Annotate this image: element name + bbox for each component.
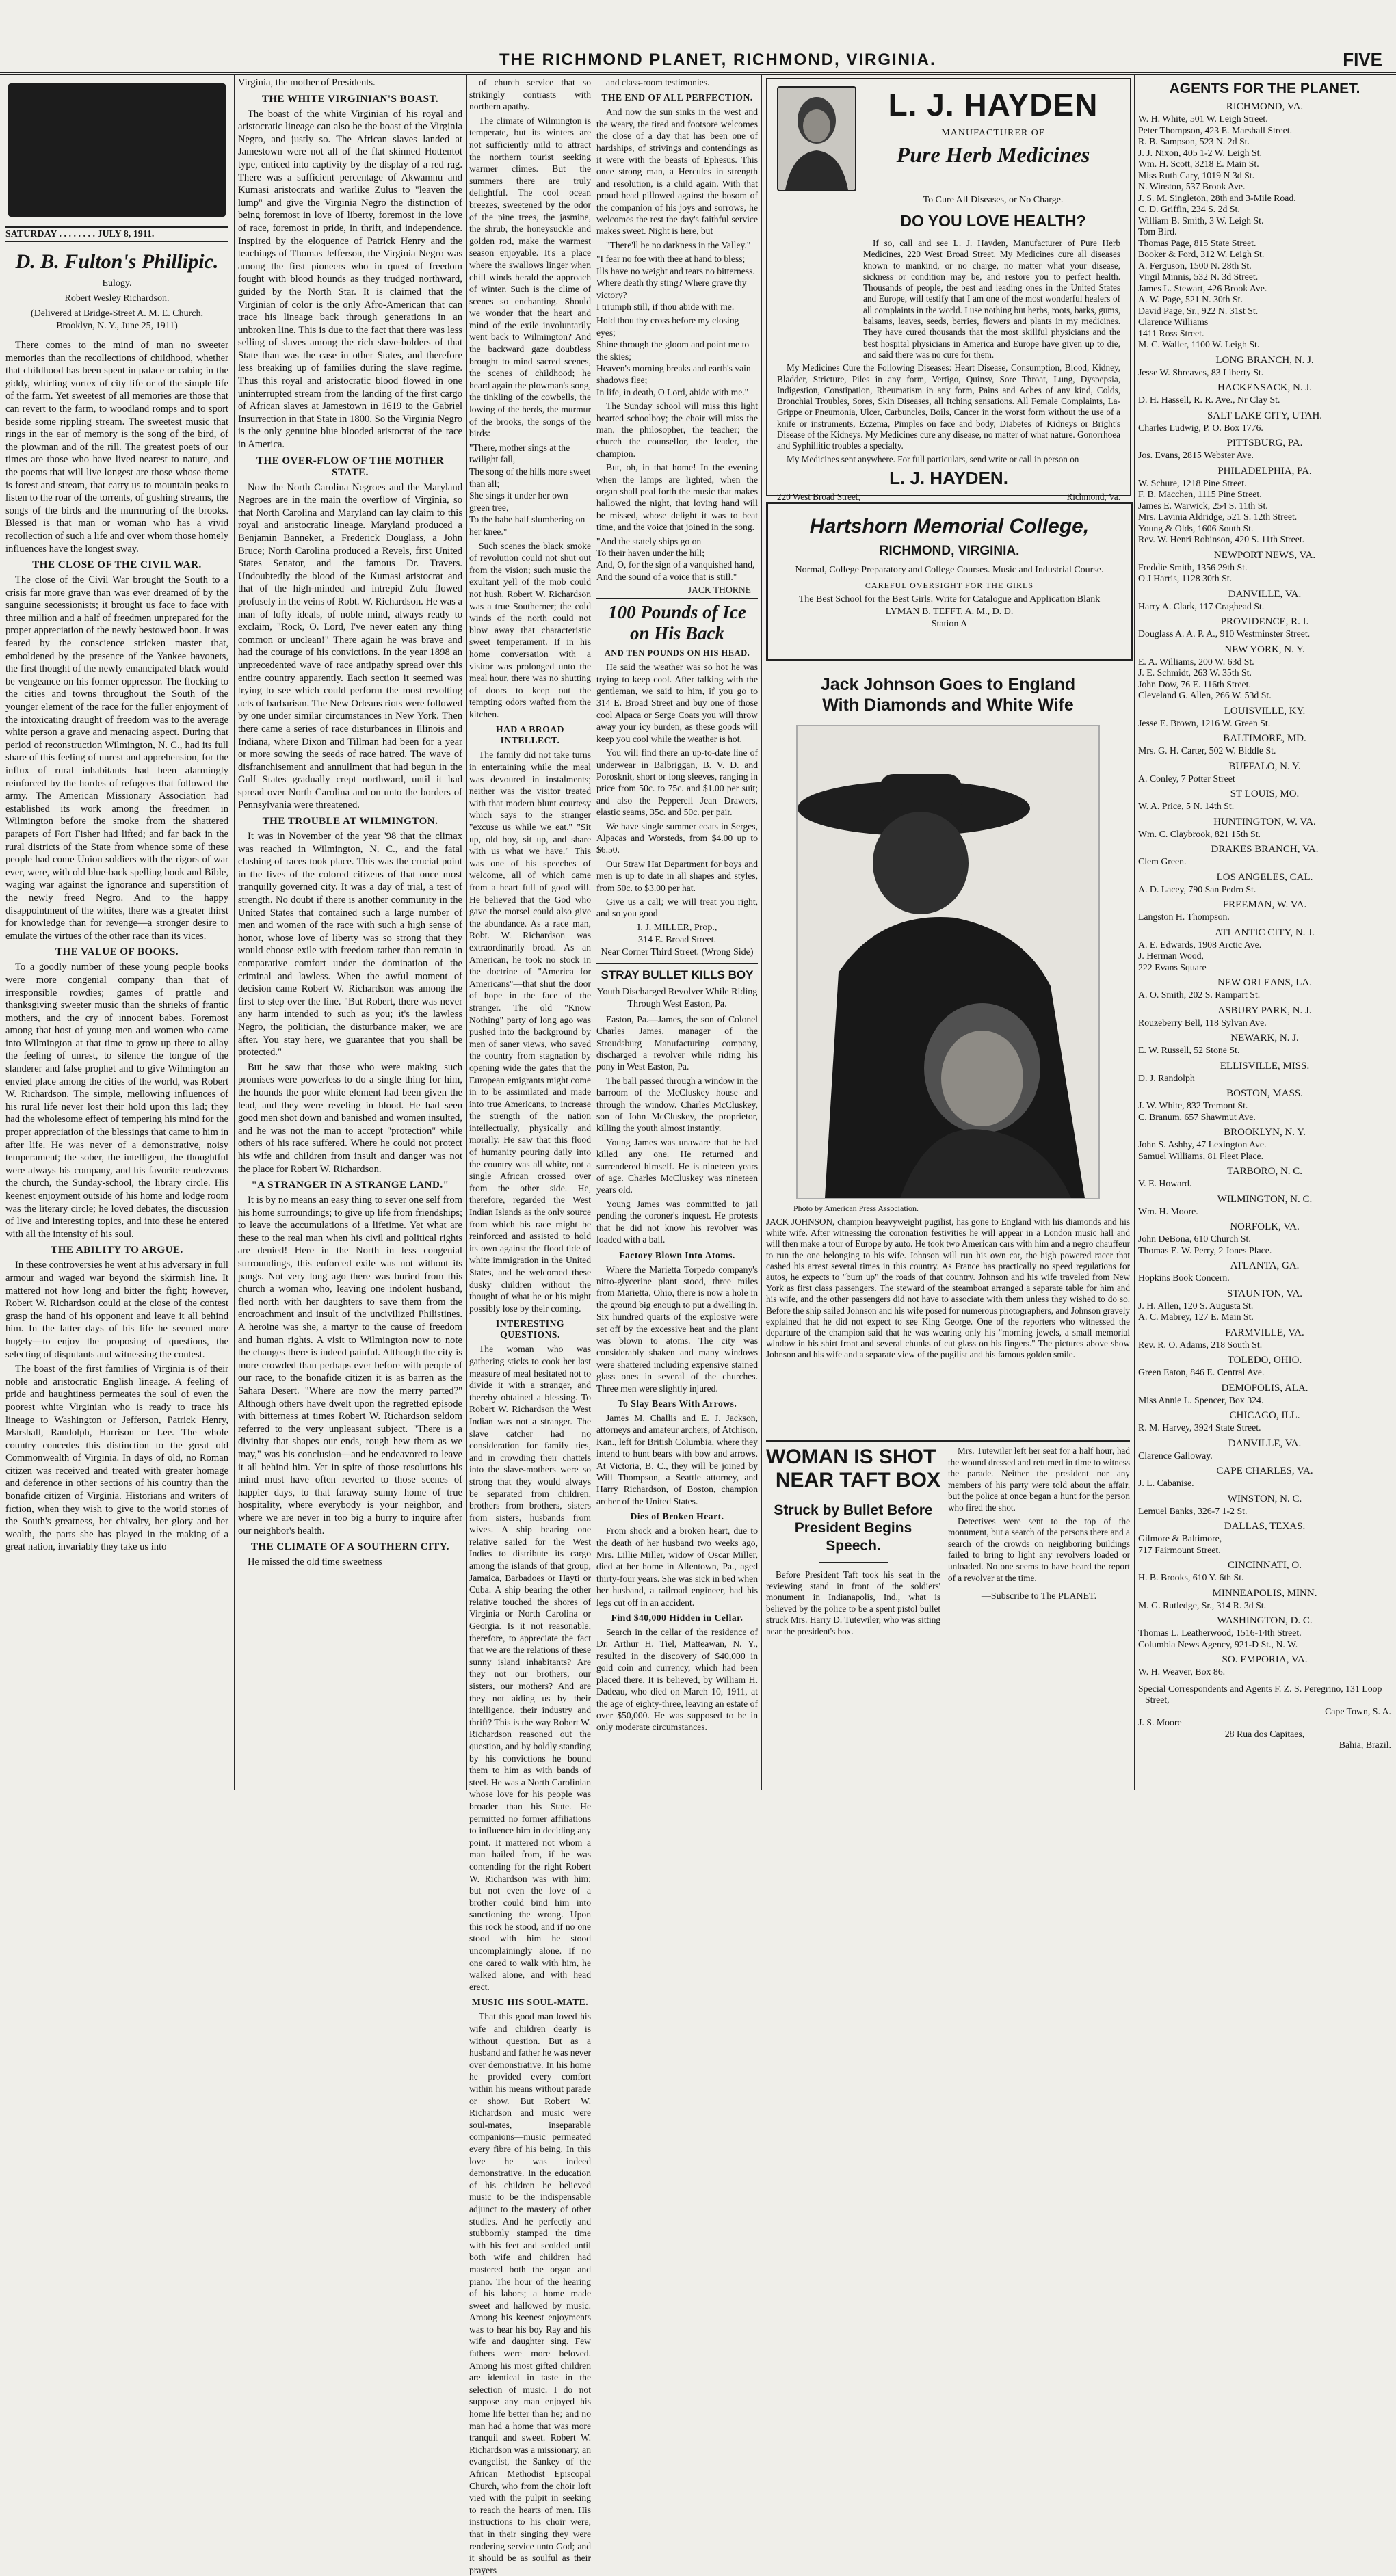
ad-title: 100 Pounds of Ice on His Back: [608, 602, 746, 644]
agent-entry: Freddie Smith, 1356 29th St.: [1138, 561, 1248, 572]
agent-entry: C. Branum, 657 Shawmut Ave.: [1138, 1111, 1256, 1122]
ad-line: Station A: [931, 619, 968, 629]
agent-entry: John Dow, 76 E. 116th Street.: [1138, 678, 1251, 689]
agent-entry: Young & Olds, 1606 South St.: [1138, 522, 1254, 533]
agent-city-heading: WINSTON, N. C.: [1227, 1493, 1302, 1504]
agent-city-heading: BROOKLYN, N. Y.: [1224, 1127, 1306, 1138]
agent-entry: A. E. Edwards, 1908 Arctic Ave.: [1138, 939, 1262, 950]
paragraph: and class-room testimonies.: [606, 77, 710, 88]
agents-column: [1138, 77, 1391, 1790]
agent-entry: V. E. Howard.: [1138, 1178, 1192, 1189]
agent-entry: N. Winston, 537 Brook Ave.: [1138, 181, 1246, 191]
agent-entry: C. D. Griffin, 234 S. 2d St.: [1138, 204, 1240, 214]
column-rule: [761, 74, 762, 1790]
section-heading: THE OVER-FLOW OF THE MOTHER STATE.: [256, 455, 445, 478]
paragraph: Virginia, the mother of Presidents.: [238, 77, 376, 88]
agent-city-heading: RICHMOND, VA.: [1226, 101, 1304, 112]
agent-entry: A. O. Smith, 202 S. Rampart St.: [1138, 990, 1261, 1000]
agent-entry: Wm. C. Claybrook, 821 15th St.: [1138, 828, 1261, 839]
paragraph: Easton, Pa.—James, the son of Colonel Charles James, manager of the Stroudsburg Manufacturing company, discharged a revolver while riding his pony in West Easton, Pa.: [596, 1013, 758, 1072]
johnson-photo: [796, 725, 1100, 1199]
agent-entry: J. Herman Wood,: [1138, 951, 1204, 961]
paragraph: "There'll be no darkness in the Valley.": [606, 239, 751, 250]
agent-city-heading: MINNEAPOLIS, MINN.: [1212, 1587, 1317, 1599]
agent-entry: E. W. Russell, 52 Stone St.: [1138, 1045, 1240, 1055]
agent-entry: Clem Green.: [1138, 856, 1187, 866]
agent-city-heading: ATLANTA, GA.: [1230, 1260, 1300, 1271]
agent-entry: Cleveland G. Allen, 266 W. 53d St.: [1138, 690, 1272, 700]
section-heading: INTERESTING QUESTIONS.: [496, 1318, 564, 1340]
paragraph: To a goodly number of these young people books were more congenial company than that of irresponsible rowdies; games of prattle and thanksgiving sweeter music than the shrieks of frantic mothers, and the cry of innocent babes. Foremost among that host of young men and women who came into Wilmington at that time to grow up there to allay the feeling of unrest, to silence the tongue of the slanderer and false prophet and to give Wilmington an envied place among the cities of the world, was Robert W. Richardson. The simple, mellowing influences of his rural life never lost their hold upon this lad; they had the wholesome effect of tempering his mind for the proper appreciation of the blessings that came to him in after life. He was never of a demonstrative, noisy temperament; the sober, the intelligent, the thoughtful were always his company, and his favorite rendezvous the church, the Sunday-school, the library circle. His keenest enjoyment outside of his home and lodge room was the literary circle; he loved debates, the discussion of live and interesting topics, and into these he entered with all the intensity of his soul.: [5, 961, 228, 1240]
ad-line: LYMAN B. TEFFT, A. M., D. D.: [885, 607, 1014, 617]
paragraph: Young James was unaware that he had killed any one. He returned and surrendered himself. He is nineteen years of age. Charles McCluskey was nineteen years old.: [596, 1137, 758, 1195]
agent-city-heading: NEW YORK, N. Y.: [1224, 643, 1305, 655]
paragraph: The climate of Wilmington is temperate, but its winters are not sufficiently mild to attract the northern tourist seeking warmer climes. But the summers there are truly delightful. The cool ocean breezes, sweetened by the odor of the pine trees, the jasmine, the shrub, the honeysuckle and golden rod, make the warmest season enjoyable. It's a place where the swallows linger when chill winds herald the approach of winter. Such is the clime of scenes so enchanting. Should we wonder that the heart and mind of the exile involuntarily went back to Wilmington? And the backward gaze doubtless brought to mind sacred scenes, the scenes of childhood; he heard again the plowman's song, the tinkling of the cowbells, the lowing of the herds, the murmur of the brooks, the songs of the birds:: [469, 115, 591, 439]
poem: Hold thou thy cross before my closing eyes; Shine through the gloom and point me to the skies; Heaven's morning breaks and earth's vain shadows flee; In life, in death, O Lord, abide with me.": [596, 315, 751, 397]
seal-blot: [8, 83, 226, 217]
agent-city-heading: STAUNTON, VA.: [1226, 1288, 1303, 1299]
agent-entry: H. B. Brooks, 610 Y. 6th St.: [1138, 1572, 1244, 1582]
agents-title: AGENTS FOR THE PLANET.: [1169, 81, 1360, 96]
ad-line: The Best School for the Best Girls. Write for Catalogue and Application Blank: [798, 594, 1101, 605]
agent-city-heading: CINCINNATI, O.: [1228, 1560, 1302, 1571]
paragraph: The family did not take turns in entertaining while the meal was devoured in instalments; neither was the visitor treated with that modern blunt courtesy which says to the stranger "excuse us while we eat." "Sit up, old boy, sit up, and share with us what we have." This was one of his speeches of welcome, all of which came from a heart full of good will. He believed that the God who gave the morsel could also give the abundance. As a race man, Robt. W. Richardson was extraordinarily broad. As an American, he took no stock in the doctrine of "America for Americans"—that shut the door of hope in the face of the stranger. The old "Know Nothing" party of long ago was pushed into the background by men of saner views, who saved the country from stagnation by opening wide the gates that the European emigrants might come in to be assimilated and made into true Americans, to increase the strength of the nation intellectually, physically and morally. He saw that this flood of humanity pouring daily into the country was all white, not a single African crossed over from the other side. He, therefore, regarded the West Indian Islands as the only source from which his race might be reinforced and assisted to hold its own against the flood tide of white immigration in the United States, and he welcomed these dusky children without the thought of what he or his might possibly lose by their coming.: [469, 749, 591, 1314]
paragraph: James M. Challis and E. J. Jackson, attorneys and amateur archers, of Atchison, Kan., left for British Columbia, where they intend to hunt bears with bow and arrows. At Victoria, B. C., they will be joined by Will Thompson, a Seattle attorney, and Harry Richardson, of Boston, champion archer of the United States.: [596, 1412, 758, 1506]
agent-city-heading: DEMOPOLIS, ALA.: [1221, 1382, 1308, 1394]
agent-entry: Jesse W. Shreaves, 83 Liberty St.: [1138, 367, 1264, 377]
article-subtitle: Struck by Bullet Before President Begins Speech.: [774, 1502, 933, 1554]
agent-entry: Virgil Minnis, 532 N. 3d Street.: [1138, 271, 1259, 282]
section-heading: HAD A BROAD INTELLECT.: [496, 724, 564, 746]
signature: JACK THORNE: [687, 585, 751, 596]
article-title: D. B. Fulton's Phillipic.: [15, 250, 219, 273]
photo-credit: Photo by American Press Association.: [793, 1204, 919, 1213]
column-3: [469, 77, 591, 2575]
agent-entry: John DeBona, 610 Church St.: [1138, 1234, 1251, 1244]
paragraph: Such scenes the black smoke of revolution could not shut out from the vision; such music the exultant yell of the mob could not hush. Robert W. Richardson was a true Southerner; the cold winds of the north could not blow away that characteristic sweet temperament. If in his home conversation with a visitor was prolonged unto the meal hour, there was no shutting of doors to keep out the tempting odors wafted from the kitchen.: [469, 540, 591, 719]
agent-city-heading: CHICAGO, ILL.: [1229, 1410, 1300, 1421]
agent-city-heading: ST LOUIS, MO.: [1230, 788, 1300, 799]
agent-city-heading: WILMINGTON, N. C.: [1217, 1193, 1313, 1205]
paragraph: Give us a call; we will treat you right, and so you good: [596, 896, 758, 919]
ad-paragraph: My Medicines Cure the Following Diseases: Heart Disease, Consumption, Blood, Kidney, Bladder, Stricture, Piles in any form, Vertigo, Quinsy, Sore Throat, Lung, Dyspepsia, Indigestion, Constipation, Rheumatism in any form, Pains and Aches of any kind, Colds, Bronchial Troubles, Sores, Skin Diseases, all Itching sensations. All Female Complaints, La-Grippe or Pneumonia, Ulcer, Carbuncles, Boils, Cancer in the worst form without the use of a knife or instruments, Eczema, Pimples on face and body, Diabetes of Kidneys or Bright's Disease of the Kidneys. My Medicines cure any disease, no matter of what nature. Gonorrhoea and Syphillitic troubles a specialty.: [777, 362, 1120, 451]
agent-entry: J. J. Nixon, 405 1-2 W. Leigh St.: [1138, 147, 1262, 158]
agent-city-heading: FARMVILLE, VA.: [1225, 1327, 1304, 1338]
ad-paragraph: My Medicines sent anywhere. For full particulars, send write or call in person on: [787, 453, 1079, 464]
agent-entry: Rev. R. O. Adams, 218 South St.: [1138, 1339, 1263, 1350]
headline: Jack Johnson Goes to England: [820, 675, 1076, 694]
column-1: [5, 77, 228, 1790]
paragraph: Young James was committed to jail pending the coroner's inquest. He protests that he did not know his revolver was loaded with a ball.: [596, 1198, 758, 1245]
agent-city-heading: HUNTINGTON, W. VA.: [1213, 816, 1316, 827]
paragraph: There comes to the mind of man no sweeter memories than the recollections of childhood, whether that childhood has been spent in palace or cabin; in the giddy, whirling vortex of city life or of the simple life of the farm. Yet sweetest of all memories are those that can revert to the farm, to woodland romps and to sport beside some rippling stream. The sweetest music that rings in the ear of memory is the song of the bird, of the plowman and of the rill. The greatest poets of our times are those who have lived nearest to nature, and the poems that will live longest are those whose theme is forest and stream, that carry us to mountain peaks to listen to the roar of the torrents, of gushing streams, the songs of the birds and the murmuring of the brooks. Blessed is that man or woman who has a vivid recollection of such a life and over whom those homely influences have the longest sway.: [5, 340, 228, 555]
agent-entry: 717 Fairmount Street.: [1138, 1544, 1221, 1555]
special-agent: Special Correspondents and Agents F. Z. S. Peregrino, 131 Loop Street,: [1138, 1683, 1382, 1705]
byline: Robert Wesley Richardson.: [64, 293, 170, 304]
agent-entry: Thomas E. W. Perry, 2 Jones Place.: [1138, 1245, 1272, 1256]
paragraph: The boast of the first families of Virginia is of their noble and aristocratic English lineage. A feeling of pride and haughtiness permeates the soul of even the poorest white Virginian who is ready to trace his lineage to Washington or Jefferson, Patrick Henry, Marshall, Randolph, Harrison or Lee. The whole country concedes this distinction to the great old Commonwealth of Virginia. In days of old, no Roman citizen was received and treated with greater homage and deference in other sections of his country than the bonafide citizen of Virginia. Historians and writers of fiction, when they wish to give to the world stories of the South's greatness, her chivalry, her glory and her wealth, the parts she has played in the making of a great nation, invariably they take us into: [5, 1364, 228, 1553]
agent-city-heading: TOLEDO, OHIO.: [1227, 1355, 1302, 1366]
ad-signature: 314 E. Broad Street.: [638, 934, 716, 945]
article-title: STRAY BULLET KILLS BOY: [601, 968, 754, 981]
agent-entry: Mrs. Lavinia Aldridge, 521 S. 12th Street.: [1138, 512, 1298, 522]
paragraph: But he saw that those who were making such promises were powerless to do a single thing for him, the hounds the poor white element had been given the lead, and they were reveling in blood. He had seen good men shot down and banished and women insulted, and he was not the man to accept "protection" while others of his race suffered. Where he could not protect his wife and children from insult and danger was not the place for Robert W. Richardson.: [238, 1061, 462, 1175]
paragraph: of church service that so strikingly contrasts with northern apathy.: [469, 77, 591, 112]
agent-entry: David Page, Sr., 922 N. 31st St.: [1138, 305, 1259, 316]
section-heading: THE CLIMATE OF A SOUTHERN CITY.: [250, 1541, 449, 1553]
ad-title: Hartshorn Memorial College,: [809, 515, 1090, 537]
agent-city-heading: CAPE CHARLES, VA.: [1216, 1465, 1313, 1476]
agent-entry: Thomas L. Leatherwood, 1516-14th Street.: [1138, 1628, 1302, 1638]
agent-entry: Thomas Page, 815 State Street.: [1138, 237, 1256, 248]
paragraph: Search in the cellar of the residence of Dr. Arthur H. Tiel, Matteawan, N. Y., resulted in the discovery of $40,000 in gold coin and currency, which had been placed there. It is believed, by William H. Dadeau, who died on March 10, 1911, at the age of eighty-three, leaving an estate of over $50,000. He was supposed to be in only moderate circumstances.: [596, 1627, 758, 1733]
ad-signature: Near Corner Third Street. (Wrong Side): [601, 946, 754, 957]
agent-city-heading: PHILADELPHIA, PA.: [1217, 465, 1312, 477]
ad-tagline: To Cure All Diseases, or No Charge.: [923, 195, 1064, 205]
agent-city-heading: DRAKES BRANCH, VA.: [1211, 844, 1319, 855]
agent-entry: J. W. White, 832 Tremont St.: [1138, 1100, 1248, 1111]
paragraph: And now the sun sinks in the west and the weary, the tired and footsore welcomes the close of a day that has been one of hardships, of strivings and contendings as it were with the beasts of Ephesus. This once strong man, a Hercules in strength and resolution, is a child again. With that proud head pillowed against the bosom of the companion of his joys and sorrows, he welcomes the rest the day's faithful service makes sweet. Night is here, but: [596, 107, 758, 237]
agent-entry: A. D. Lacey, 790 San Pedro St.: [1138, 884, 1256, 894]
agent-entry: Mrs. G. H. Carter, 502 W. Biddle St.: [1138, 745, 1276, 756]
agent-entry: Lemuel Banks, 326-7 1-2 St.: [1138, 1505, 1248, 1516]
agent-entry: J. L. Cabanise.: [1138, 1478, 1194, 1488]
paragraph: From shock and a broken heart, due to the death of her husband two weeks ago, Mrs. Lillie Miller, widow of Oscar Miller, died at her home in Allentown, Pa., aged thirty-four years. She was sick in bed when her husband, a railroad engineer, had his legs cut off in an accident.: [596, 1526, 758, 1608]
agent-entry: Gilmore & Baltimore,: [1138, 1533, 1222, 1543]
paragraph: Detectives were sent to the top of the monument, but a search of the persons there and a search of the crowds on neighboring buildings failed to bring to light any revolvers loaded or unloaded. No one seems to have heard the report of a revolver at the time.: [948, 1515, 1130, 1583]
portrait-engraving: [777, 86, 856, 191]
agent-city-heading: PROVIDENCE, R. I.: [1220, 616, 1309, 627]
paragraph: It is by no means an easy thing to sever one self from his home surroundings; to give up life from friendships; to leave the accumulations of a lifetime. Yet what are these to the real man when his civil and political rights are denied! Here in the North in less congenial surroundings, this enforced exile was not without its pangs. Not very long ago there was buried from this church a woman who, leaving one indolent husband, fled north with her daughters to save them from the encroachment and insult of the uncivilized Philistines. A heroine was she, a martyr to the cause of freedom and human rights. A visit to Wilmington now to note the changes there is indeed painful. Although the city is more crowded than perhaps ever before with people of our race, to the bonafide citizen it is as barren as the Sahara Desert. "Where are now the merry parted?" Although others have dwelt upon the regretted episode with bitterness at times Robert W. Richardson seldom referred to the very unpleasant subject. "There is a divinity that shapes our ends, rough hew them as we may," was his conclusion—and he endeavored to leave it all behind him. Yet in spite of those resolutions his mind must have often reverted to those scenes of happier days, to that faraway sunny home of true hospitality, where everybody is your neighbor, and where we are never in too big a hurry to inquire after our neighbor's health.: [238, 1195, 462, 1537]
agent-entry: Miss Ruth Cary, 1019 N 3d St.: [1138, 170, 1255, 181]
column-rule: [466, 74, 467, 1790]
agent-city-heading: DANVILLE, VA.: [1228, 1437, 1302, 1449]
agent-entry: 222 Evans Square: [1138, 961, 1207, 972]
agent-city-heading: WASHINGTON, D. C.: [1217, 1615, 1313, 1626]
article-subtitle: Eulogy.: [102, 278, 132, 289]
special-agent: Bahia, Brazil.: [1339, 1740, 1391, 1750]
agent-entry: E. A. Williams, 200 W. 63d St.: [1138, 656, 1254, 667]
section-heading: "A STRANGER IN A STRANGE LAND.": [251, 1180, 449, 1191]
agent-entry: Langston H. Thompson.: [1138, 912, 1230, 922]
agent-entry: O J Harris, 1128 30th St.: [1138, 573, 1233, 583]
agent-entry: A. C. Mabrey, 127 E. Main St.: [1138, 1312, 1254, 1322]
agent-entry: Samuel Williams, 81 Fleet Place.: [1138, 1150, 1264, 1161]
delivered-note: (Delivered at Bridge-Street A. M. E. Church, Brooklyn, N. Y., June 25, 1911): [31, 308, 203, 331]
section-heading: To Slay Bears With Arrows.: [617, 1398, 737, 1409]
agent-entry: W. H. Weaver, Box 86.: [1138, 1667, 1226, 1677]
agent-entry: Douglass A. A. P. A., 910 Westminster Street.: [1138, 628, 1311, 639]
agent-entry: D. H. Hassell, R. R. Ave., Nr Clay St.: [1138, 395, 1280, 405]
portrait-icon: [778, 88, 855, 190]
agent-entry: William B. Smith, 3 W. Leigh St.: [1138, 215, 1264, 226]
agent-city-heading: BALTIMORE, MD.: [1223, 733, 1306, 744]
section-heading: THE WHITE VIRGINIAN'S BOAST.: [261, 93, 439, 105]
agent-entry: Charles Ludwig, P. O. Box 1776.: [1138, 422, 1263, 433]
paragraph: The woman who was gathering sticks to cook her last measure of meal hesitated not to divide it with a stranger, and thereby obtained a blessing. To Robert W. Richardson the West Indian was not a stranger. The slave catcher had no consideration for family ties, and in crowding their chattels into the slave-mothers were so strong that they would always be separated from children, brothers from brothers, sisters from sisters, husbands from wives. A ship bearing one relative sailed for the West Indies to distribute its cargo among the islands of that group, Jamaica, Barbadoes or Hayti or Cuba. A ship bearing the other relative touched the shores of Virginia or North Carolina or Georgia. Is it not reasonable, therefore, to appreciate the fact that we are the relations of these sunny island inhabitants? Are they not our brothers, our sisters, our mothers? And are they not aiding us by their intelligence, their industry and thrift? This is the way Robert W. Richardson reasoned out the question, and by boldly standing by his convictions he bound them to him as with bands of steel. He was a North Carolinian whose love for his people was broader than his State. He permitted no former affiliations to influence him in deciding any point. It mattered not whom a man hailed from, if he was contending for the right Robert W. Richardson was with him; but not even the love of a brother could bind him into sanctioning the wrong. Upon this rock he stood, and if no one stood with him he stood uncomplainingly alone. If no one cared to walk with him, he walked alone, and with head erect.: [469, 1344, 591, 1992]
section-heading: Dies of Broken Heart.: [630, 1511, 724, 1522]
column-rule: [234, 74, 235, 1790]
ad-question: DO YOU LOVE HEALTH?: [900, 212, 1086, 230]
paragraph: But, oh, in that home! In the evening when the lamps are lighted, when the organ shall peal forth the music that makes hallowed the night, that loving hand will be missed, whose delight it was to beat time, and the voice that joined in the song.: [596, 462, 758, 533]
agent-entry: D. J. Randolph: [1138, 1072, 1195, 1083]
poem: "I fear no foe with thee at hand to bless; Ills have no weight and tears no bitterness. Where death thy sting? Where grave thy victory? I triumph still, if thou abide with me.: [596, 254, 755, 312]
agent-city-heading: LONG BRANCH, N. J.: [1215, 354, 1314, 366]
agent-city-heading: TARBORO, N. C.: [1226, 1166, 1303, 1177]
agent-entry: J. S. M. Singleton, 28th and 3-Mile Road.: [1138, 192, 1296, 203]
section-heading: THE CLOSE OF THE CIVIL WAR.: [32, 559, 202, 571]
agent-entry: Jesse E. Brown, 1216 W. Green St.: [1138, 717, 1271, 728]
article-subtitle: Youth Discharged Revolver While Riding Through West Easton, Pa.: [596, 986, 758, 1009]
paragraph: JACK JOHNSON, champion heavyweight pugilist, has gone to England with his diamonds and his white wife. After witnessing the coronation festivities he will appear in a London music hall and will then make a tour of Europe by auto. He took two American cars with him and a negro chauffeur to run the one belonging to his wife. Johnson will run his own car, the high powered racer that cashed his arrest several times in this country. As France has practically no speed regulations for autos, he expects to "burn up" the roads of that country. Johnson and his wife traveled from New York as first class passengers. The steward of the steamboat arranged a separate table for him and his wife, and the other passengers did not have to associate with them unless they wished to do so. Before the ship sailed Johnson and his wife posed for numerous photographers, and Johnson gravely explained that he did not expect to see King George. One of the reporters who witnessed the departure of the champion said that he was wearing only his "morning jewels, a small memorial window in his shirt front and several chunks of cut glass on his fingers." The pictures above show Johnson and his wife and a separate view of the pugilist and his famous golden smile.: [766, 1217, 1130, 1360]
agent-city-heading: ELLISVILLE, MISS.: [1220, 1060, 1310, 1072]
agent-entry: Wm. H. Moore.: [1138, 1206, 1198, 1217]
agent-entry: W. A. Price, 5 N. 14th St.: [1138, 801, 1235, 811]
paragraph: The boast of the white Virginian of his royal and aristocratic lineage can also be the boast of the Virginia Negro, and justly so. The African slaves landed at Jamestown were not all of the flat skinned Hottentot type, enticed into captivity by the display of a red rag. There was a sufficient percentage of Akwamnu and Kumasi aristocrats and warlike Zulus to "leaven the lump" and give the Virginia Negro the distinction of being foremost in love of liberty, foremost in the love of race, foremost in pride, in thrift, and independence. Inspired by the eloquence of Patrick Henry and the teachings of Thomas Jefferson, the Virginia Negro was among the first pioneers who in quest of freedom fought with blood hounds as they trudged northward, guided by the North Star. It is claimed that the Virginian of color is the only Afro-American that can trace his lineage back through generations in an unbroken line. This is due to the fact that there was less selling of slaves among the rich slave-holders of that State than was the case in other States, and therefore less breaking up of families during the slave regime. Thus this royal and aristocratic blood flowed in one uninterrupted stream from the landing of the first cargo of African slaves at Jamestown in 1619 to the Gabriel Insurrection in that State in 1800. So the Virginia Negro is the only genuine blue blooded aristocrat of the race in America.: [238, 108, 462, 451]
column-2: [238, 77, 462, 1790]
special-agent: 28 Rua dos Capitaes,: [1224, 1728, 1305, 1739]
agent-entry: W. Schure, 1218 Pine Street.: [1138, 477, 1247, 488]
agent-entry: Peter Thompson, 423 E. Marshall Street.: [1138, 124, 1293, 135]
ad-name: L. J. HAYDEN: [888, 87, 1098, 122]
masthead: [0, 48, 1396, 75]
johnson-story: [766, 665, 1130, 1435]
paragraph: In these controversies he went at his adversary in full armour and waged war beyond the skirmish line. It mattered not how long and bitter the fight; however, Robert W. Richardson could at the close of the contest grasp the hand of his opponent and leave it all behind him. In the latter days of his life he seemed more hugely—to enjoy the proposing of questions, the selecting of disputants and witnessing the contest.: [5, 1260, 228, 1360]
agent-city-heading: BOSTON, MASS.: [1226, 1088, 1303, 1099]
ad-subtitle: AND TEN POUNDS ON HIS HEAD.: [604, 648, 750, 659]
ad-line: CAREFUL OVERSIGHT FOR THE GIRLS: [865, 581, 1034, 590]
hayden-ad: [766, 78, 1131, 502]
agent-entry: Rouzeberry Bell, 118 Sylvan Ave.: [1138, 1017, 1267, 1028]
agent-entry: A. W. Page, 521 N. 30th St.: [1138, 294, 1243, 304]
agent-entry: Clarence Williams: [1138, 317, 1209, 327]
agent-entry: Tom Bird.: [1138, 226, 1177, 237]
agent-city-heading: HACKENSACK, N. J.: [1217, 382, 1312, 393]
agent-entry: Wm. H. Scott, 3218 E. Main St.: [1138, 159, 1259, 169]
agent-city-heading: FREEMAN, W. VA.: [1222, 899, 1307, 910]
agent-city-heading: SO. EMPORIA, VA.: [1222, 1654, 1308, 1665]
agent-entry: R. M. Harvey, 3924 State Street.: [1138, 1422, 1261, 1433]
special-agent: Cape Town, S. A.: [1325, 1705, 1391, 1716]
poem: "And the stately ships go on To their haven under the hill; And, O, for the sign of a vanquished hand, And the sound of a voice that is still.": [596, 535, 755, 582]
headline: NEAR TAFT BOX: [775, 1469, 940, 1491]
section-heading: THE TROUBLE AT WILMINGTON.: [262, 816, 438, 827]
agent-entry: A. Ferguson, 1500 N. 28th St.: [1138, 260, 1252, 271]
headline: WOMAN IS SHOT: [766, 1446, 936, 1468]
photo-icon: [798, 726, 1098, 1198]
section-heading: THE VALUE OF BOOKS.: [55, 946, 179, 958]
agent-entry: 1411 Ross Street.: [1138, 328, 1204, 338]
agent-entry: A. Conley, 7 Potter Street: [1138, 773, 1235, 784]
paragraph: That this good man loved his wife and children dearly is without question. But as a husband and father he was never over demonstrative. In his home he provided every comfort within his means without parade or show. But Robert W. Richardson and music were soul-mates, inseparable companions—music permeated every fibre of his being. In this love he was indeed demonstrative. In the education of his children he believed music to be the indispensable adjunct to the mastery of other studies. And he perfectly and stubbornly stamped the time with his feet and scolded until both wife and children had mastered both the organ and piano. The hour of the hearing of his labors; a home made sweet and hallowed by music. Among his keenest enjoyments was to hear his boy Ray and his wife and daughter sing. Few fathers were more beloved. Among his most gifted children are identical in taste in the selection of music. I do not suppose any man enjoyed his home life better than he; and no man had a home that was more tranquil and sweet. Robert W. Richardson was a missionary, an evangelist, the Sankey of the African Methodist Episcopal Church, who from the choir loft vied with the pulpit in seeking to reach the hearts of men. His instructions to his choir were, that in their singing they were rendering service unto God; and it should be as soulful as their prayers: [469, 2011, 591, 2575]
agent-city-heading: DANVILLE, VA.: [1228, 588, 1302, 600]
ad-product: Pure Herb Medicines: [896, 142, 1090, 167]
agent-entry: Columbia News Agency, 921-D St., N. W.: [1138, 1638, 1298, 1649]
masthead-title: THE RICHMOND PLANET, RICHMOND, VIRGINIA.: [499, 51, 936, 69]
agent-city-heading: NEW ORLEANS, LA.: [1217, 977, 1313, 988]
agent-city-heading: DALLAS, TEXAS.: [1224, 1521, 1306, 1532]
paragraph: He missed the old time sweetness: [248, 1556, 382, 1568]
ad-address: 220 West Broad Street,: [777, 491, 860, 502]
paragraph: Now the North Carolina Negroes and the Maryland Negroes are in the main the overflow of Virginia, so that North Carolina and Maryland can lay claim to this royal and aristocratic lineage. Maryland produced a Benjamin Banneker, a Frederick Douglass, a John Bruce; North Carolina produced a Revels, first United States Senator, and the famous Dr. Travers. Undoubtedly the blood of the Kumasi aristocrat and that of the high-minded and intrepid Zulu flowed profusely in the veins of Robt. W. Richardson. He was a man of lofty ideals, of noble mind, always ready to exclaim, "Rock, O. Lord, I've never eaten any thing common or unclean!" There again he was brave and had the courage of his convictions. In the year 1898 an unprecedented wave of race antipathy spread over this entire country apparently. Each section it seemed was trying to see which could perform the most revolting acts of barbarism. The New Orleans riots were followed by one under similar circumstances in New York. Then there came a series of race disturbances in Illinois and Indiana, where Dixon and Tillman had been for a year or more sowing the seeds of race hatred. The wave of disfranchisement and annullment that had begun in the Gulf States gradually crept northward, until it had spread over North Carolina and on unto the borders of Pennsylvania were threatened.: [238, 481, 462, 811]
agent-entry: Clarence Galloway.: [1138, 1450, 1213, 1461]
dateline: SATURDAY . . . . . . . . JULY 8, 1911.: [5, 226, 228, 242]
agent-city-heading: NEWPORT NEWS, VA.: [1213, 549, 1316, 561]
agent-city-heading: ASBURY PARK, N. J.: [1217, 1005, 1312, 1016]
agent-entry: R. B. Sampson, 523 N. 2d St.: [1138, 136, 1250, 146]
poem: "There, mother sings at the twilight fall, The song of the hills more sweet than all; She sings it under her own green tree, To the babe half slumbering on her knee.": [469, 442, 591, 537]
agent-entry: M. G. Rutledge, Sr., 314 R. 3d St.: [1138, 1599, 1267, 1610]
agent-entry: W. H. White, 501 W. Leigh Street.: [1138, 114, 1268, 124]
subscribe-line: —Subscribe to The PLANET.: [981, 1591, 1097, 1602]
agent-entry: M. C. Waller, 1100 W. Leigh St.: [1138, 339, 1260, 349]
column-4: [596, 77, 758, 1790]
ad-city: Richmond, Va.: [1066, 491, 1120, 502]
agent-entry: James L. Stewart, 426 Brook Ave.: [1138, 282, 1267, 293]
agent-entry: Miss Annie L. Spencer, Box 324.: [1138, 1394, 1264, 1405]
section-heading: Factory Blown Into Atoms.: [619, 1249, 735, 1260]
paragraph: Mrs. Tutewiler left her seat for a half hour, had the wound dressed and returned in time to witness the parade. Neither the president nor any members of his party were told about the affair, but the police at once began a hunt for the person who fired the shot.: [948, 1446, 1130, 1513]
paragraph: You will find there an up-to-date line of underwear in Balbriggan, B. V. D. and Porosknit, short or long sleeves, ranging in price from 50c. to 75c. and $1.00 per suit; and also the Pepperell Jean Drawers, elastic seams, 35c. and 50c. per pair.: [596, 747, 758, 818]
agent-entry: John S. Ashby, 47 Lexington Ave.: [1138, 1139, 1267, 1150]
paragraph: The Sunday school will miss this light hearted schoolboy; the choir will miss the man, the philosopher, the teacher; the church the counsellor, the leader, the champion.: [596, 401, 758, 459]
agent-entry: Booker & Ford, 312 W. Leigh St.: [1138, 249, 1265, 259]
ad-signature: L. J. HAYDEN.: [889, 467, 1008, 488]
agent-entry: Hopkins Book Concern.: [1138, 1273, 1230, 1283]
paragraph: The ball passed through a window in the barroom of the McCluskey house and through the window. Charles McCluskey, son of John McCluskey, the proprietor, killing the youth almost instantly.: [596, 1075, 758, 1134]
agent-entry: Green Eaton, 846 E. Central Ave.: [1138, 1367, 1265, 1377]
agent-city-heading: NEWARK, N. J.: [1230, 1033, 1299, 1044]
agent-city-heading: LOUISVILLE, KY.: [1224, 705, 1306, 717]
agent-city-heading: SALT LAKE CITY, UTAH.: [1207, 410, 1323, 421]
taft-story: [766, 1440, 1130, 1790]
agent-entry: Jos. Evans, 2815 Webster Ave.: [1138, 450, 1254, 460]
agent-city-heading: NORFOLK, VA.: [1230, 1221, 1300, 1232]
paragraph: Our Straw Hat Department for boys and men is up to date in all shapes and styles, from 50c. to $3.00 per hat.: [596, 858, 758, 893]
ad-maker: MANUFACTURER OF: [941, 128, 1045, 138]
paragraph: Where the Marietta Torpedo company's nitro-glycerine plant stood, three miles from Marietta, Ohio, there is now a hole in the ground big enough to put a dwelling in. Six hundred quarts of the explosive were set off by the excessive heat and the plant was blown to atoms. The city was considerably shaken and many windows were shattered including expensive stained glass ones in several of the churches. Three men were slightly injured.: [596, 1264, 758, 1394]
agent-city-heading: ATLANTIC CITY, N. J.: [1215, 927, 1315, 938]
agent-entry: F. B. Macchen, 1115 Pine Street.: [1138, 489, 1262, 499]
agent-entry: Rev. W. Henri Robinson, 420 S. 11th Street.: [1138, 534, 1305, 544]
ad-city: RICHMOND, VIRGINIA.: [879, 544, 1020, 558]
agent-city-heading: PITTSBURG, PA.: [1226, 438, 1303, 449]
agent-city-heading: LOS ANGELES, CAL.: [1216, 871, 1313, 883]
paragraph: He said the weather was so hot he was trying to keep cool. After talking with the gentleman, we said to him, if you go to 314 E. Broad Street and buy one of those cool Alpaca or Serge Coats you will throw away your icy burden, as these goods will keep you cool while the weather is hot.: [596, 662, 758, 744]
agents-list: [1138, 101, 1391, 1678]
ad-signature: I. J. MILLER, Prop.,: [637, 922, 717, 933]
page-number: FIVE: [1343, 49, 1382, 70]
paragraph: We have single summer coats in Serges, Alpacas and Worsteds, from $4.00 up to $6.50.: [596, 821, 758, 855]
agent-entry: Harry A. Clark, 117 Craghead St.: [1138, 600, 1265, 611]
ad-line: Normal, College Preparatory and College Courses. Music and Industrial Course.: [795, 565, 1104, 575]
hartshorn-ad: [766, 502, 1133, 661]
agent-entry: J. E. Schmidt, 263 W. 35th St.: [1138, 667, 1252, 678]
paragraph: It was in November of the year '98 that the climax was reached in Wilmington, N. C., and the fatal clashing of races took place. This was the crucial point in the lives of the colored citizens of that once most tranquilly governed city. It was a day of trial, a test of strength. No doubt if there is another community in the United States that contained such a large number of men and women of the race with such a high sense of honor, whose love of liberty was so strong that they would choose exile with freedom rather than remain in comparative comfort under the domination of the criminal and lawless. When the awful moment of decision came Robert W. Richardson was among the first to step over the line. "But Robert, there was never any harm intended to such as you; it's the lawless Negro, the politician, the disturbance maker, we are after. You stay here, we guarantee that you shall be protected.": [238, 831, 462, 1059]
section-heading: Find $40,000 Hidden in Cellar.: [611, 1612, 743, 1623]
agent-city-heading: BUFFALO, N. Y.: [1228, 760, 1301, 772]
agent-entry: J. H. Allen, 120 S. Augusta St.: [1138, 1300, 1254, 1311]
section-heading: THE END OF ALL PERFECTION.: [601, 92, 753, 103]
paragraph: The close of the Civil War brought the South to a crisis far more grave than was ever dreamed of by the sanguine secessionists; it brought us face to face with three million and a half of freedmen unprepared for the proper appreciation of the newly bestowed boon. It was feared by the conscience stricken master that, emboldened by the presence of the Yankee bayonets, the first thought of the newly emancipated black would be vengeance on his former oppressor. The flocking to the cities and towns throughout the South of the younger element of the race for the fuller enjoyment of the intoxicating draught of freedom was to the average white person a grave and menacing aspect. During that period of reconstruction Wilmington, N. C., had its full share of this feeling of unrest and apprehension, for the influx of rural inhabitants had been alarmingly reinforced by the hordes of refugees that followed the army. The American Missionary Association had established its work among the freedmen in Wilmington before the smoke from the shattered parapets of Fort Fisher had lifted; and far back in the rural districts of the State from whence some of these people had come Union soldiers with the rigors of war ever, were, with old blue-back spelling book and Bible, waging war against the ignorance and superstition of the newly freed Negro. And to the happy disappointment of the whites, there was a greater thirst for knowledge than for revenge—a stronger desire to emulate the virtues of the other race than its vices.: [5, 574, 228, 942]
column-rule: [1134, 74, 1135, 1790]
section-heading: THE ABILITY TO ARGUE.: [51, 1245, 183, 1256]
section-heading: MUSIC HIS SOUL-MATE.: [471, 1997, 589, 2008]
paragraph: Before President Taft took his seat in the reviewing stand in front of the soldiers' monument in Indianapolis, Ind., what is believed by the police to be a spent pistol bullet struck Mrs. Harry D. Tutewiler, who was sitting near the president's box.: [766, 1569, 940, 1636]
ad-paragraph: If so, call and see L. J. Hayden, Manufacturer of Pure Herb Medicines, 220 West Broad Street. My Medicines cure all diseases known to mankind, or no charge, no matter what your disease, sickness or condition may be, and restore you to perfect health. Thousands of people, the best and leading ones in the United States and Europe, will testify that I am one of the most wonderful healers of all complaints in the world. I use nothing but herbs, roots, barks, gums, balsams, leaves, seeds, berries, flowers and plants in my medicines. They have cured thousands that the most skillful physicians and the best hospital physicians in America and Europe have given up to die, and said there was no cure for them.: [863, 238, 1120, 360]
special-agent: J. S. Moore: [1138, 1717, 1182, 1727]
agent-entry: James E. Warwick, 254 S. 11th St.: [1138, 500, 1268, 511]
headline: With Diamonds and White Wife: [822, 695, 1074, 715]
